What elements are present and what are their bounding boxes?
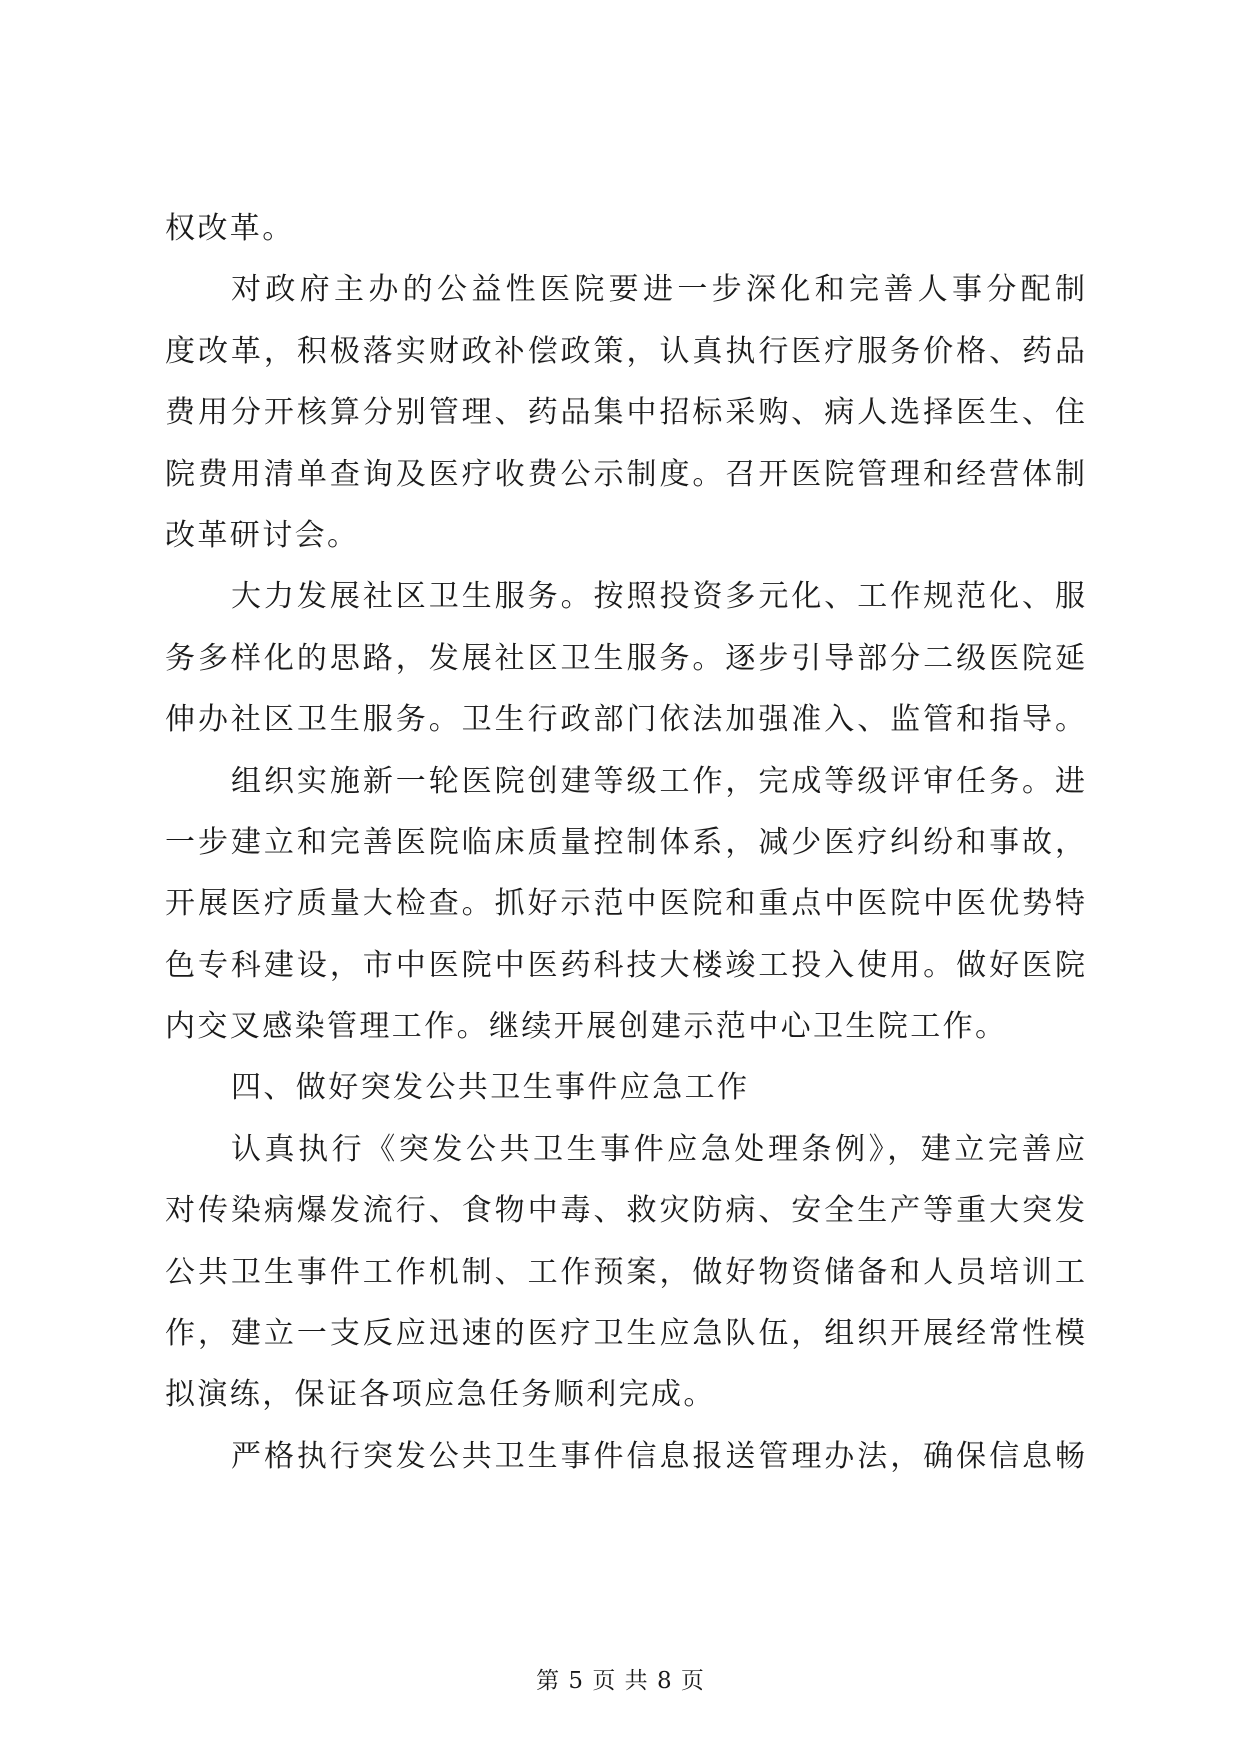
text-line-18: 公共卫生事件工作机制、工作预案，做好物资储备和人员培训工 xyxy=(165,1254,1085,1290)
text-line-8: 务多样化的思路，发展社区卫生服务。逐步引导部分二级医院延 xyxy=(165,640,1085,676)
text-line-17: 对传染病爆发流行、食物中毒、救灾防病、安全生产等重大突发 xyxy=(165,1193,1085,1229)
text-line-11: 一步建立和完善医院临床质量控制体系，减少医疗纠纷和事故， xyxy=(165,824,1085,860)
text-line-12: 开展医疗质量大检查。抓好示范中医院和重点中医院中医优势特 xyxy=(165,886,1085,922)
text-line-4: 费用分开核算分别管理、药品集中招标采购、病人选择医生、住 xyxy=(165,395,1085,431)
text-line-14: 内交叉感染管理工作。继续开展创建示范中心卫生院工作。 xyxy=(165,1009,1008,1045)
section-heading: 四、做好突发公共卫生事件应急工作 xyxy=(231,1070,750,1106)
text-line-10: 组织实施新一轮医院创建等级工作，完成等级评审任务。进 xyxy=(231,763,1085,799)
text-line-5: 院费用清单查询及医疗收费公示制度。召开医院管理和经营体制 xyxy=(165,456,1085,492)
page-number-footer: 第 5 页 共 8 页 xyxy=(536,1668,705,1694)
text-line-16: 认真执行《突发公共卫生事件应急处理条例》，建立完善应 xyxy=(231,1131,1085,1167)
document-body xyxy=(165,198,1085,1487)
text-line-21: 严格执行突发公共卫生事件信息报送管理办法，确保信息畅 xyxy=(231,1438,1085,1474)
text-line-13: 色专科建设，市中医院中医药科技大楼竣工投入使用。做好医院 xyxy=(165,947,1085,983)
text-line-9: 伸办社区卫生服务。卫生行政部门依法加强准入、监管和指导。 xyxy=(165,702,1085,738)
text-line-19: 作，建立一支反应迅速的医疗卫生应急队伍，组织开展经常性模 xyxy=(165,1316,1085,1352)
text-line-1: 权改革。 xyxy=(165,211,295,246)
text-line-2: 对政府主办的公益性医院要进一步深化和完善人事分配制 xyxy=(231,272,1085,308)
text-line-7: 大力发展社区卫生服务。按照投资多元化、工作规范化、服 xyxy=(231,579,1085,615)
text-line-3: 度改革，积极落实财政补偿政策，认真执行医疗服务价格、药品 xyxy=(165,333,1085,369)
text-line-6: 改革研讨会。 xyxy=(165,517,360,553)
text-line-20: 拟演练，保证各项应急任务顺利完成。 xyxy=(165,1377,716,1413)
